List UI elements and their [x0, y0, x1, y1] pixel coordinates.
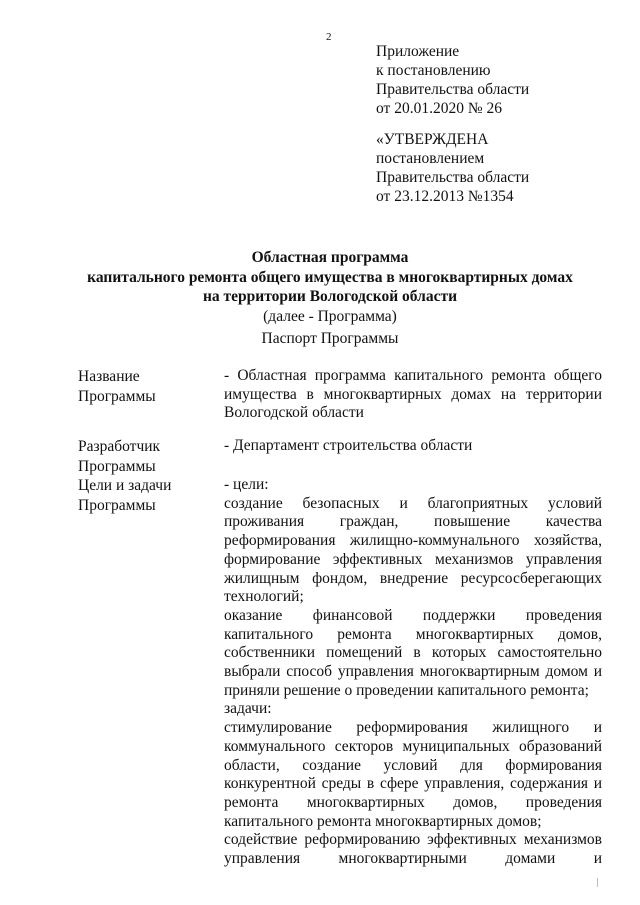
label-line: Разработчик: [78, 438, 161, 455]
value-line: формирование эффективных механизмов управления: [224, 550, 602, 568]
value-line: создание безопасных и благоприятных условий: [224, 494, 602, 512]
value-line: жилищным фондом, внедрение ресурсосберегающих: [224, 569, 602, 587]
appendix-line: Приложение: [376, 43, 460, 60]
approval-stamp: [376, 130, 529, 206]
value-line: ремонта многоквартирных домов, проведения: [224, 793, 602, 811]
value-line: собственники помещений в которых самостоятельно: [224, 644, 602, 662]
value-line: капитального ремонта многоквартирных домов;: [224, 812, 542, 830]
title-line: Областная программа: [251, 249, 409, 266]
approval-line: «УТВЕРЖДЕНА: [376, 131, 489, 148]
value-line: управления многоквартирными домами и: [224, 850, 602, 868]
approval-line: Правительства области: [376, 169, 530, 186]
title-line: капитального ремонта общего имущества в многоквартирных домах: [87, 268, 573, 286]
passport-heading: Паспорт Программы: [261, 330, 399, 347]
goals-value: [224, 476, 602, 869]
appendix-reference: [376, 42, 529, 118]
value-line: оказание финансовой поддержки проведения: [224, 606, 602, 624]
value-line: задачи:: [224, 700, 272, 718]
title-line: на территории Вологодской области: [202, 288, 457, 305]
scan-mark: [597, 878, 598, 887]
approval-line: постановлением: [376, 150, 485, 167]
value-line: проживания граждан, повышение качества: [224, 513, 602, 531]
program-name-label: [78, 367, 156, 406]
label-line: Цели и задачи: [78, 477, 172, 494]
value-line: содействие реформированию эффективных механизмов: [224, 831, 602, 849]
page-number: 2: [326, 31, 332, 43]
value-line: реформирования жилищно-коммунального хозяйства,: [224, 532, 602, 550]
value-line: выбрали способ управления многоквартирным домом и: [224, 663, 602, 681]
value-line: коммунального секторов муниципальных образований: [224, 737, 602, 755]
label-line: Программы: [78, 387, 156, 405]
value-line: имущества в многоквартирных домах на территории: [224, 385, 602, 403]
value-line: Вологодской области: [224, 404, 364, 422]
title-subline: (далее - Программа): [263, 307, 397, 325]
value-line: - Департамент строительства области: [224, 437, 473, 454]
goals-label: [78, 476, 171, 515]
value-line: области, создание условий для формирования: [224, 756, 602, 774]
label-line: Название: [78, 368, 140, 385]
appendix-line: к постановлению: [376, 62, 491, 79]
value-line: - Областная программа капитального ремонта общего: [224, 367, 602, 384]
label-line: Программы: [78, 496, 156, 514]
document-title: [40, 248, 620, 326]
value-line: конкурентной среды в сфере управления, содержания и: [224, 775, 602, 793]
label-line: Программы: [78, 457, 156, 475]
appendix-line: от 20.01.2020 № 26: [376, 100, 502, 117]
value-line: стимулирование реформирования жилищного и: [224, 719, 602, 737]
value-line: приняли решение о проведении капитального ремонта;: [224, 681, 589, 699]
value-line: технологий;: [224, 588, 304, 606]
approval-line: от 23.12.2013 №1354: [376, 188, 514, 205]
value-line: - цели:: [224, 476, 269, 493]
developer-label: [78, 437, 160, 476]
value-line: капитального ремонта многоквартирных домов,: [224, 625, 602, 643]
developer-value: [224, 437, 602, 456]
appendix-line: Правительства области: [376, 81, 530, 98]
program-name-value: [224, 367, 602, 423]
